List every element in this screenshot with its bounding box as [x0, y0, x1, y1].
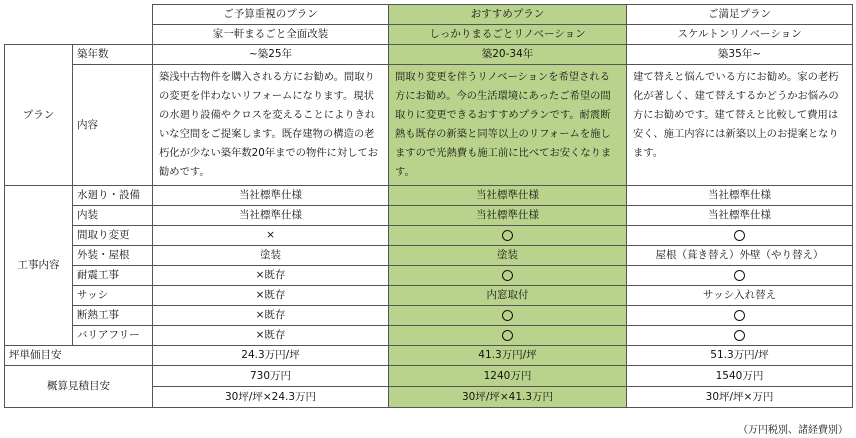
circle-icon — [502, 230, 513, 241]
work-value: 当社標準仕様 — [389, 206, 627, 226]
age-value: 築35年~ — [627, 45, 853, 65]
work-value-circle — [389, 326, 627, 346]
content-text: 建て替えと悩んでいる方にお勧め。家の老朽化が著しく、建て替えするかどうかお悩みの方にお勧めです。建て替えと比較して費用は安く、施工内容には新築以上のお提案となります。 — [627, 65, 853, 186]
work-value: 当社標準仕様 — [153, 206, 389, 226]
work-item-label: 内装 — [73, 206, 153, 226]
work-value-circle — [389, 226, 627, 246]
content-text: 間取り変更を伴うリノベーションを希望される方にお勧め。今の生活環境にあったご希望の間取りに変更できるおすすめプランです。耐震断熱も既存の新築と同等以上のリフォームを施しますので光熱費も施工前に比べてお安くなります。 — [389, 65, 627, 186]
circle-icon — [734, 270, 745, 281]
work-value: 塗装 — [389, 246, 627, 266]
estimate-formula: 30坪/坪×41.3万円 — [389, 387, 627, 408]
plan-name: ご満足プラン — [627, 5, 853, 25]
content-label: 内容 — [73, 65, 153, 186]
circle-icon — [734, 230, 745, 241]
work-row — [5, 226, 853, 246]
plan-comparison — [4, 4, 852, 408]
work-value: ×既存 — [153, 326, 389, 346]
work-value: 当社標準仕様 — [627, 186, 853, 206]
work-item-label: 水廻り・設備 — [73, 186, 153, 206]
plan-subtitle-recommended: しっかりまるごとリノベーション — [389, 25, 627, 45]
work-value: サッシ入れ替え — [627, 286, 853, 306]
work-value: 屋根（葺き替え）外壁（やり替え） — [627, 246, 853, 266]
content-row — [5, 65, 853, 186]
work-value-circle — [389, 266, 627, 286]
plan-subtitle: 家一軒まるごと全面改装 — [153, 25, 389, 45]
work-value-circle — [627, 326, 853, 346]
work-value: × — [153, 226, 389, 246]
header-row-names — [5, 5, 853, 25]
work-item-label: 外装・屋根 — [73, 246, 153, 266]
work-row — [5, 206, 853, 226]
work-value: 塗装 — [153, 246, 389, 266]
estimate-total: 730万円 — [153, 366, 389, 387]
price-value: 24.3万円/坪 — [153, 346, 389, 366]
work-value: ×既存 — [153, 286, 389, 306]
estimate-formula: 30坪/坪×万円 — [627, 387, 853, 408]
plan-name: ご予算重視のプラン — [153, 5, 389, 25]
work-value: 内窓取付 — [389, 286, 627, 306]
estimate-label: 概算見積目安 — [5, 366, 153, 408]
estimate-total: 1240万円 — [389, 366, 627, 387]
price-row — [5, 346, 853, 366]
work-row — [5, 326, 853, 346]
work-value-circle — [389, 306, 627, 326]
work-value: ×既存 — [153, 306, 389, 326]
work-value-circle — [627, 226, 853, 246]
work-value: 当社標準仕様 — [389, 186, 627, 206]
work-section-label: 工事内容 — [5, 186, 73, 346]
age-value: 築20-34年 — [389, 45, 627, 65]
work-item-label: 断熱工事 — [73, 306, 153, 326]
work-value-circle — [627, 266, 853, 286]
circle-icon — [734, 310, 745, 321]
work-row — [5, 266, 853, 286]
work-item-label: サッシ — [73, 286, 153, 306]
price-value: 51.3万円/坪 — [627, 346, 853, 366]
work-item-label: バリアフリー — [73, 326, 153, 346]
work-value: 当社標準仕様 — [627, 206, 853, 226]
work-value: 当社標準仕様 — [153, 186, 389, 206]
plan-name-recommended: おすすめプラン — [389, 5, 627, 25]
estimate-total: 1540万円 — [627, 366, 853, 387]
plan-comparison-table — [4, 4, 853, 408]
work-row — [5, 286, 853, 306]
content-text: 築浅中古物件を購入される方にお勧め。間取りの変更を伴わないリフォームになります。現状の水廻り設備やクロスを変えることによりきれいな空間をご提案します。既存建物の構造の老朽化が少ない築年数20年までの物件に対してお勧めです。 — [153, 65, 389, 186]
circle-icon — [502, 310, 513, 321]
work-row — [5, 246, 853, 266]
price-label: 坪単価目安 — [5, 346, 153, 366]
age-value: ~築25年 — [153, 45, 389, 65]
circle-icon — [502, 270, 513, 281]
age-label: 築年数 — [73, 45, 153, 65]
work-row — [5, 306, 853, 326]
plan-section-label: プラン — [5, 45, 73, 186]
age-row — [5, 45, 853, 65]
work-value-circle — [627, 306, 853, 326]
plan-subtitle: スケルトンリノベーション — [627, 25, 853, 45]
price-value: 41.3万円/坪 — [389, 346, 627, 366]
footnote: （万円税別、諸経費別） — [738, 425, 848, 436]
circle-icon — [502, 330, 513, 341]
work-item-label: 間取り変更 — [73, 226, 153, 246]
work-value: ×既存 — [153, 266, 389, 286]
estimate-formula: 30坪/坪×24.3万円 — [153, 387, 389, 408]
estimate-total-row — [5, 366, 853, 387]
corner-blank — [5, 5, 153, 45]
work-row — [5, 186, 853, 206]
circle-icon — [734, 330, 745, 341]
work-item-label: 耐震工事 — [73, 266, 153, 286]
